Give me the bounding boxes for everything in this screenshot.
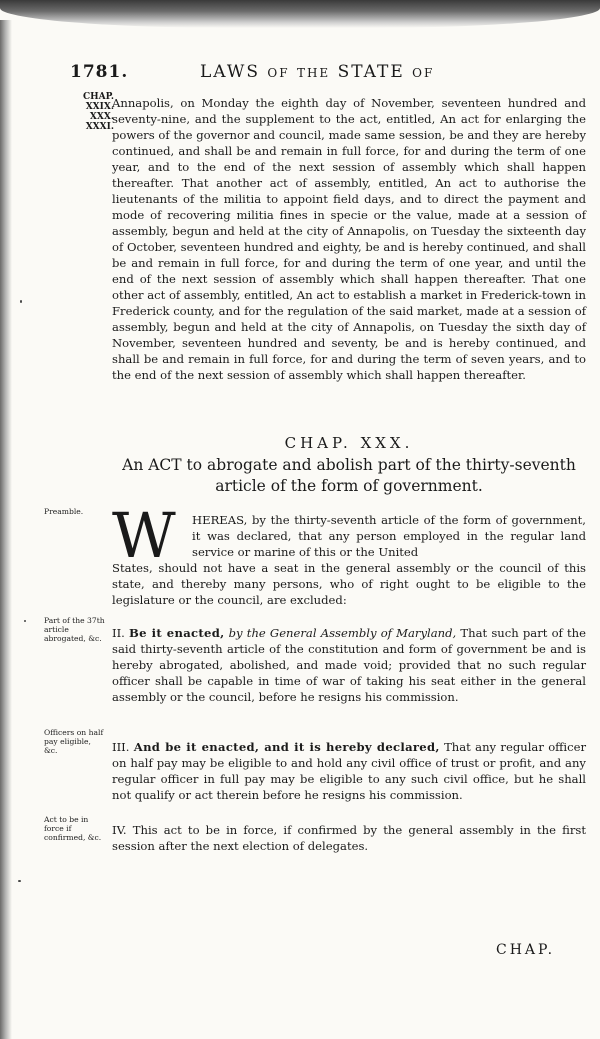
preamble-first-lines: HEREAS, by the thirty-seventh article of the form of government, it was declared, that any person employed in the regular land service or marine of this or the United xyxy=(192,513,586,559)
section-2-enacting: Be it enacted, xyxy=(129,626,225,640)
ink-speck xyxy=(24,620,26,622)
section-3-numeral: III. xyxy=(112,740,130,754)
section-2 xyxy=(112,625,586,705)
section-4 xyxy=(112,822,586,854)
chapter-heading: CHAP. XXX. xyxy=(284,434,414,452)
ink-speck xyxy=(18,880,21,882)
ink-speck xyxy=(20,300,22,303)
side-note-section-2: Part of the 37th article abrogated, &c. xyxy=(44,616,105,643)
side-note-preamble: Preamble. xyxy=(44,507,84,516)
page-top-shadow xyxy=(0,0,600,28)
section-4-text: This act to be in force, if confirmed by the general assembly in the first session after the next election of delegates. xyxy=(112,823,586,853)
opening-paragraph: Annapolis, on Monday the eighth day of November, seventeen hundred and seventy-nine, and the supplement to the act, entitled, An act for enlarging the powers of the governor and council, made same session, be and they are hereby continued, and shall be and remain in full force, for and during the term of one year, and to the end of the next session of assembly which shall happen thereafter. That another act of assembly, entitled, An act to authorise the lieutenants of the militia to appoint field days, and to direct the payment and mode of recovering militia fines in specie or the value, made at a session of assembly, begun and held at the city of Annapolis, on Tuesday the sixteenth day of October, seventeen hundred and eighty, be and is hereby continued, and shall be and remain in full force, for and during the term of one year, and until the end of the next session of assembly which shall happen thereafter. That one other act of assembly, entitled, An act to establish a market in Frederick-town in Frederick county, and for the regulation of the said market, made at a session of assembly, begun and held at the city of Annapolis, on Tuesday the sixth day of November, seventeen hundred and seventy, be and is hereby continued, and shall be and remain in full force, for and during the term of seven years, and to the end of the next session of assembly which shall happen thereafter. xyxy=(112,96,586,382)
chapter-reference: CHAP. XXIX. XXX. XXXI. xyxy=(82,92,114,132)
binding-gutter xyxy=(0,20,12,1039)
section-3-text: That any regular officer on half pay may be eligible to and hold any civil office of trust or profit, and any regular officer in full pay may be eligible to any such civil office, but he shall not qualify or act therein before he resigns his commission. xyxy=(112,740,587,802)
section-3-enacting: And be it enacted, and it is hereby declared, xyxy=(133,740,440,754)
section-2-numeral: II. xyxy=(112,626,125,640)
side-note-section-3: Officers on half pay eligible, &c. xyxy=(44,728,104,755)
section-4-numeral: IV. xyxy=(112,823,127,837)
running-head xyxy=(70,62,590,88)
page-year: 1781. xyxy=(70,62,129,82)
running-title: LAWS of the STATE of xyxy=(200,62,435,82)
preamble-rest: States, should not have a seat in the general assembly or the council of this state, and thereby many persons, who of right ought to be eligible to the legislature or the council, are excluded: xyxy=(112,561,586,607)
section-2-text: That such part of the said thirty-seventh article of the constitution and form of government be and is hereby abrogated, abolished, and made void; provided that no such regular officer shall be capable in time of war of taking his seat either in the general assembly or the council, before he resigns his commission. xyxy=(112,626,586,704)
drop-cap: W xyxy=(112,499,176,572)
side-note-section-4: Act to be in force if confirmed, &c. xyxy=(44,815,102,842)
section-2-authority: by the General Assembly of Maryland, xyxy=(228,626,457,640)
act-title: An ACT to abrogate and abolish part of the thirty-seventh article of the form of government. xyxy=(122,456,576,495)
catchword: CHAP. xyxy=(496,942,556,958)
section-3 xyxy=(112,739,586,803)
